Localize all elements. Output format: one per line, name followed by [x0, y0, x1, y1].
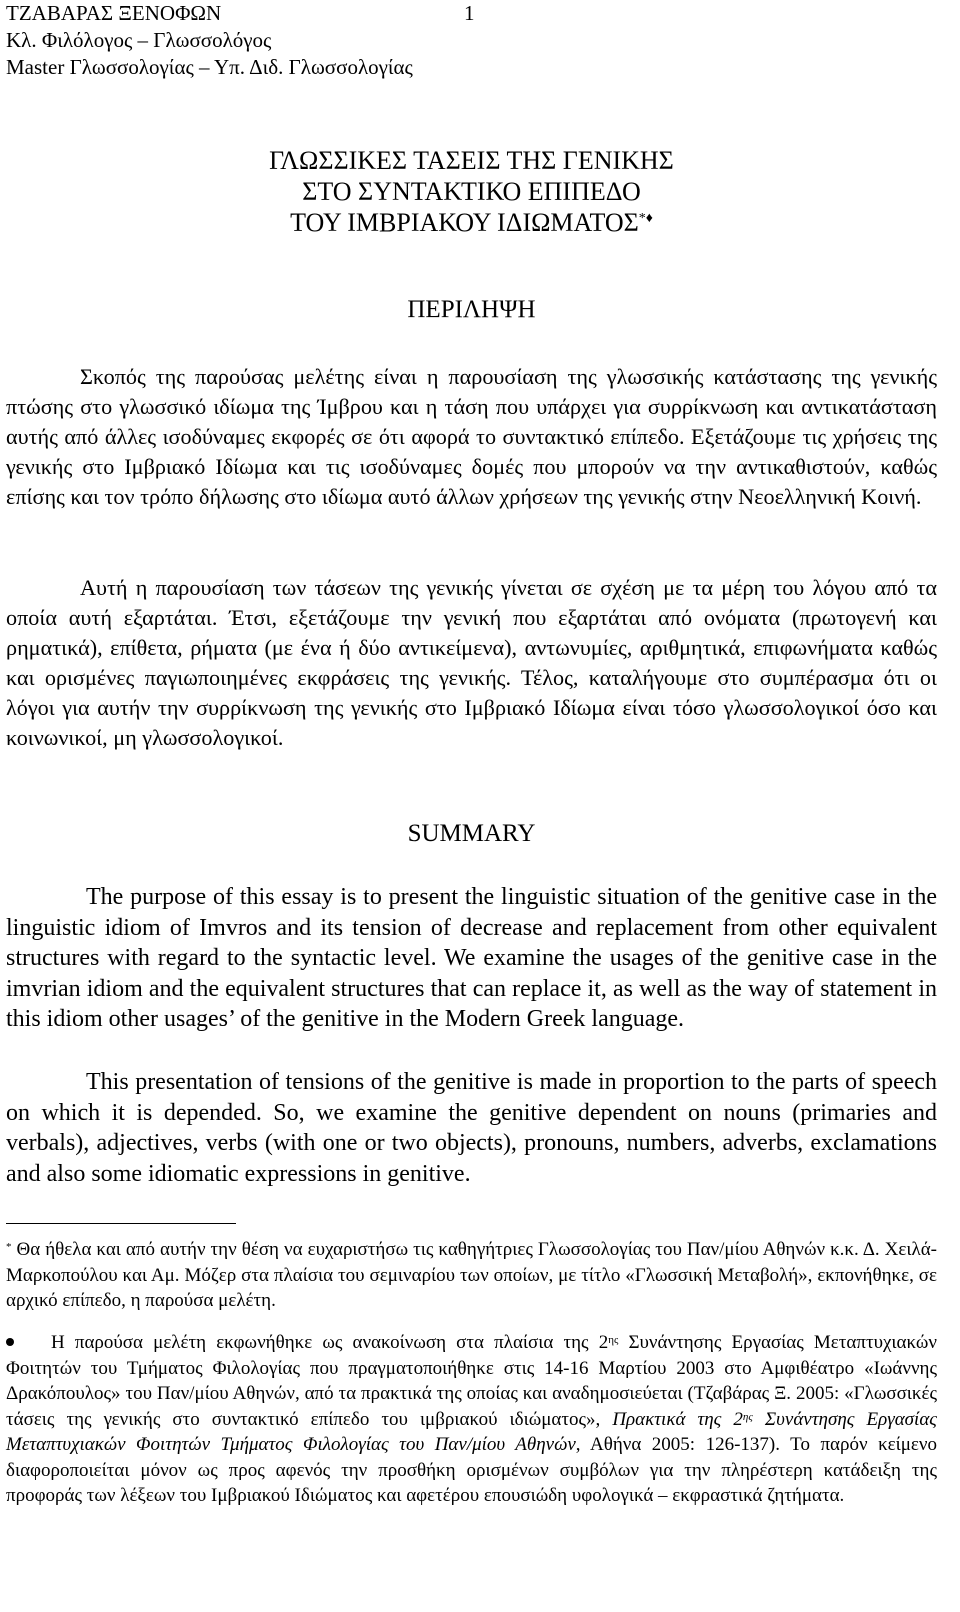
author-degree: Master Γλωσσολογίας – Υπ. Διδ. Γλωσσολογίας — [6, 55, 413, 79]
abstract-english-paragraph-1 — [6, 882, 937, 1035]
author-title: Κλ. Φιλόλογος – Γλωσσολόγος — [6, 28, 272, 52]
abstract-heading-english: SUMMARY — [407, 820, 536, 847]
footnote-marks: *♦ — [638, 211, 653, 226]
bullet-icon — [6, 1330, 51, 1356]
abstract-greek-text-1: Σκοπός της παρούσας μελέτης είναι η παρουσίαση της γλωσσικής κατάστασης της γενικής πτώσης στο γλωσσικό ιδίωμα της Ίμβρου και η τάση που υπάρχει για συρρίκνωση και αντικατάσταση αυτής από άλλες ισοδύναμες εκφορές σε ότι αφορά το συντακτικό επίπεδο. Εξετάζουμε τις χρήσεις της γενικής στο Ιμβριακό Ιδίωμα και τις ισοδύναμες δομές που μπορούν να την αντικαθιστούν, καθώς επίσης και τον τρόπο δήλωσης στο ιδίωμα αυτό άλλων χρήσεων της γενικής στην Νεοελληνική Κοινή. — [6, 364, 937, 510]
footnote-1-mark: * — [6, 1241, 12, 1253]
footnote-2: Η παρούσα μελέτη εκφωνήθηκε ως ανακοίνωση στα πλαίσια της $2^{\eta\varsigma}$ Συνάντησης Εργασίας Μεταπτυχιακών Φοιτητών του Τμήματος Φιλολογίας που πραγματοποιήθηκε στις 14-16 Μαρτίου 2003 στο Αμφιθέατρο «Ιωάννης Δρακόπουλος» του Παν/μίου Αθηνών, από τα πρακτικά της οποίας και αναδημοσιεύεται (Τζαβάρας Ξ. 2005: «Γλωσσικές τάσεις της γενικής στο συντακτικό επίπεδο του ιμβριακού ιδιώματος», Πρακτικά της $2^{\eta\varsigma}$ Συνάντησης Εργασίας Μεταπτυχιακών Φοιτητών Τμήματος Φιλολογίας του Παν/μίου Αθηνών, Αθήνα 2005: 126-137). Το παρόν κείμενο διαφοροποιείται μόνον ως προς αφενός την προσθήκη ορισμένων συμβόλων για την πληρέστερη κατάδειξη της προφοράς των λέξεων του Ιμβριακού Ιδιώματος και αφετέρου επουσιώδη υφολογικά – εκφραστικά ζητήματα. — [6, 1332, 938, 1506]
abstract-heading-greek: ΠΕΡΙΛΗΨΗ — [407, 296, 536, 323]
title-line-1: ΓΛΩΣΣΙΚΕΣ ΤΑΣΕΙΣ ΤΗΣ ΓΕΝΙΚΗΣ — [269, 146, 674, 175]
footnote-separator — [6, 1223, 236, 1224]
title-line-3 — [6, 207, 937, 238]
title-line-2: ΣΤΟ ΣΥΝΤΑΚΤΙΚΟ ΕΠΙΠΕΔΟ — [302, 177, 641, 206]
author-header — [6, 0, 413, 81]
abstract-english-text-2: This presentation of tensions of the genitive is made in proportion to the parts of speech on which it is depended. So, we examine the genitive dependent on nouns (primaries and verbals), adjectives, verbs (with one or two objects), pronouns, numbers, adverbs, exclamations and also some idiomatic expressions in genitive. — [6, 1069, 937, 1187]
footnote-1-text: Θα ήθελα και από αυτήν την θέση να ευχαριστήσω τις καθηγήτριες Γλωσσολογίας του Παν/μίου Αθηνών κ.κ. Δ. Χειλά-Μαρκοπούλου και Αμ. Μόζερ στα πλαίσια του σεμιναρίου των οποίων, με τίτλο «Γλωσσική Μεταβολή», εκπονήθηκε, σε αρχικό επίπεδο, η παρούσα μελέτη. — [6, 1239, 937, 1311]
page-number: 1 — [464, 1, 475, 25]
paper-title — [6, 145, 937, 238]
footnote-1 — [6, 1237, 937, 1314]
abstract-english-text-1: The purpose of this essay is to present the linguistic situation of the genitive case in the linguistic idiom of Imvros and its tension of decrease and replacement from other equivalent structures with regard to the syntactic level. We examine the usages of the genitive case in the imvrian idiom and the equivalent structures that can replace it, as well as the way of statement in this idiom other usages’ of the genitive in the Modern Greek language. — [6, 884, 937, 1033]
abstract-greek-text-2: Αυτή η παρουσίαση των τάσεων της γενικής γίνεται σε σχέση με τα μέρη του λόγου από τα οποία αυτή εξαρτάται. Έτσι, εξετάζουμε την γενική που εξαρτάται από ονόματα (πρωτογενή και ρηματικά), επίθετα, ρήματα (με ένα ή δύο αντικείμενα), αντωνυμίες, αριθμητικά, επιφωνήματα καθώς και ορισμένες παγιωποιημένες εκφράσεις της γενικής. Τέλος, καταλήγουμε στο συμπέρασμα ότι οι λόγοι για αυτήν την συρρίκνωση της γενικής στο Ιμβριακό Ιδίωμα είναι τόσο γλωσσολογικοί όσο και κοινωνικοί, μη γλωσσολογικοί. — [6, 575, 937, 751]
abstract-english-paragraph-2 — [6, 1067, 937, 1189]
abstract-greek-paragraph-1 — [6, 362, 937, 512]
abstract-greek-paragraph-2 — [6, 573, 937, 754]
title-line-3-text: ΤΟΥ ΙΜΒΡΙΑΚΟΥ ΙΔΙΩΜΑΤΟΣ — [290, 208, 639, 237]
author-name: ΤΖΑΒΑΡΑΣ ΞΕΝΟΦΩΝ — [6, 1, 222, 25]
